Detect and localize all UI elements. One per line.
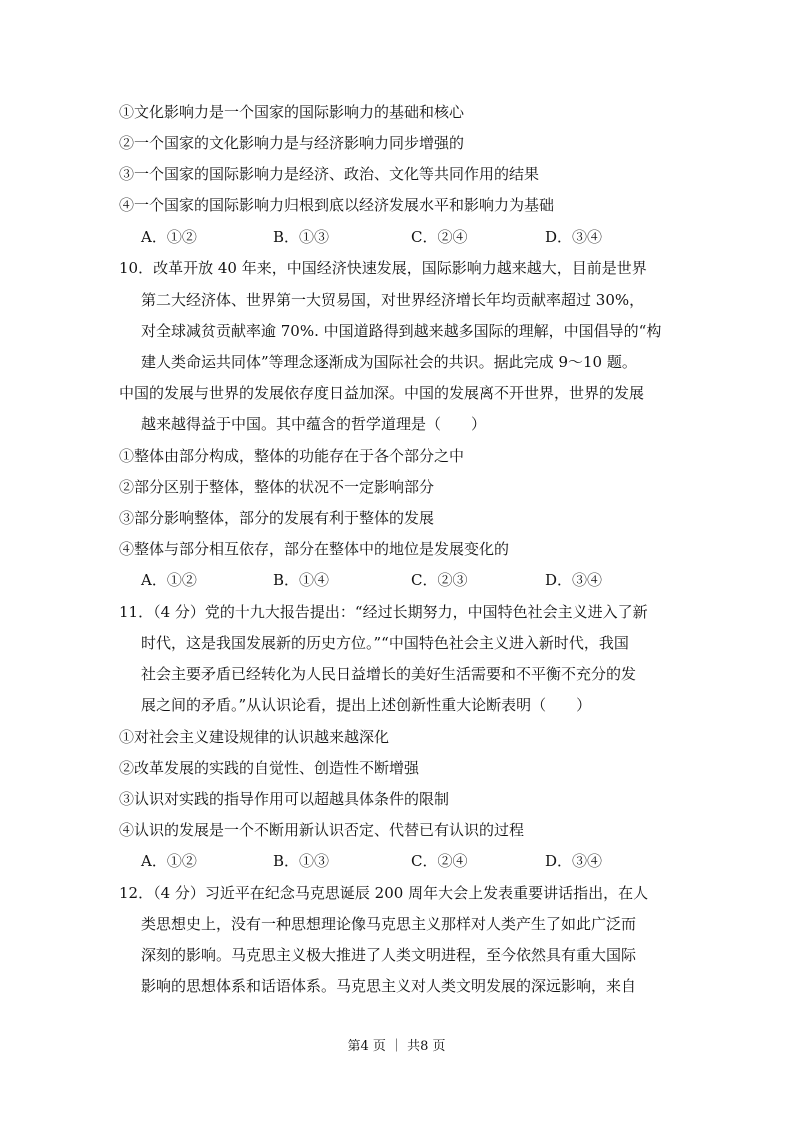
q12-stem-line-1: 12．（4 分）习近平在纪念马克思诞辰 200 周年大会上发表重要讲话指出，在人 bbox=[119, 884, 649, 902]
q10-option-d: D．③④ bbox=[545, 571, 603, 589]
q9-item-4: ④一个国家的国际影响力归根到底以经济发展水平和影响力为基础 bbox=[119, 196, 555, 214]
page-footer: 第4 页 ｜ 共8 页 bbox=[347, 1039, 446, 1054]
q11-item-1: ①对社会主义建设规律的认识越来越深化 bbox=[119, 728, 390, 746]
q9-item-2: ②一个国家的文化影响力是与经济影响力同步增强的 bbox=[119, 134, 465, 152]
q10-stem-line-6: 越来越得益于中国。其中蕴含的哲学道理是（ ） bbox=[141, 415, 487, 433]
q11-option-a: A．①② bbox=[141, 852, 197, 870]
q11-option-c: C．②④ bbox=[411, 852, 468, 870]
q9-option-c: C．②④ bbox=[411, 228, 468, 246]
q10-stem-line-5: 中国的发展与世界的发展依存度日益加深。中国的发展离不开世界，世界的发展 bbox=[119, 384, 645, 402]
q10-stem-line-4: 建人类命运共同体”等理念逐渐成为国际社会的共识。据此完成 9～10 题。 bbox=[141, 353, 637, 371]
q10-item-3: ③部分影响整体，部分的发展有利于整体的发展 bbox=[119, 509, 435, 527]
q11-item-2: ②改革发展的实践的自觉性、创造性不断增强 bbox=[119, 759, 420, 777]
q9-item-3: ③一个国家的国际影响力是经济、政治、文化等共同作用的结果 bbox=[119, 165, 540, 183]
q11-option-d: D．③④ bbox=[545, 852, 603, 870]
q12-stem-line-3: 深刻的影响。马克思主义极大推进了人类文明进程，至今依然具有重大国际 bbox=[141, 946, 637, 964]
q11-option-b: B．①③ bbox=[273, 852, 330, 870]
q10-stem-line-3: 对全球减贫贡献率逾 70%. 中国道路得到越来越多国际的理解，中国倡导的“构 bbox=[141, 322, 662, 340]
q11-item-4: ④认识的发展是一个不断用新认识否定、代替已有认识的过程 bbox=[119, 821, 525, 839]
q11-stem-line-3: 社会主要矛盾已经转化为人民日益增长的美好生活需要和不平衡不充分的发 bbox=[141, 665, 637, 683]
q10-item-1: ①整体由部分构成，整体的功能存在于各个部分之中 bbox=[119, 447, 465, 465]
q11-stem-line-4: 展之间的矛盾。”从认识论看，提出上述创新性重大论断表明（ ） bbox=[141, 696, 592, 714]
q9-option-d: D．③④ bbox=[545, 228, 603, 246]
q11-stem-line-2: 时代，这是我国发展新的历史方位。”“中国特色社会主义进入新时代，我国 bbox=[141, 634, 629, 652]
q10-option-c: C．②③ bbox=[411, 571, 468, 589]
q10-stem-line-2: 第二大经济体、世界第一大贸易国，对世界经济增长年均贡献率超过 30%， bbox=[141, 291, 645, 309]
q10-option-b: B．①④ bbox=[273, 571, 330, 589]
q9-option-b: B．①③ bbox=[273, 228, 330, 246]
q10-item-4: ④整体与部分相互依存，部分在整体中的地位是发展变化的 bbox=[119, 540, 510, 558]
q10-option-a: A．①② bbox=[141, 571, 197, 589]
q11-item-3: ③认识对实践的指导作用可以超越具体条件的限制 bbox=[119, 790, 450, 808]
q11-stem-line-1: 11．（4 分）党的十九大报告提出：“经过长期努力，中国特色社会主义进入了新 bbox=[119, 603, 648, 621]
q12-stem-line-2: 类思想史上，没有一种思想理论像马克思主义那样对人类产生了如此广泛而 bbox=[141, 915, 637, 933]
q10-item-2: ②部分区别于整体，整体的状况不一定影响部分 bbox=[119, 478, 435, 496]
q9-item-1: ①文化影响力是一个国家的国际影响力的基础和核心 bbox=[119, 103, 465, 121]
q10-stem-line-1: 10．改革开放 40 年来，中国经济快速发展，国际影响力越来越大，目前是世界 bbox=[119, 259, 647, 277]
q12-stem-line-4: 影响的思想体系和话语体系。马克思主义对人类文明发展的深远影响，来自 bbox=[141, 977, 637, 995]
q9-option-a: A．①② bbox=[141, 228, 197, 246]
